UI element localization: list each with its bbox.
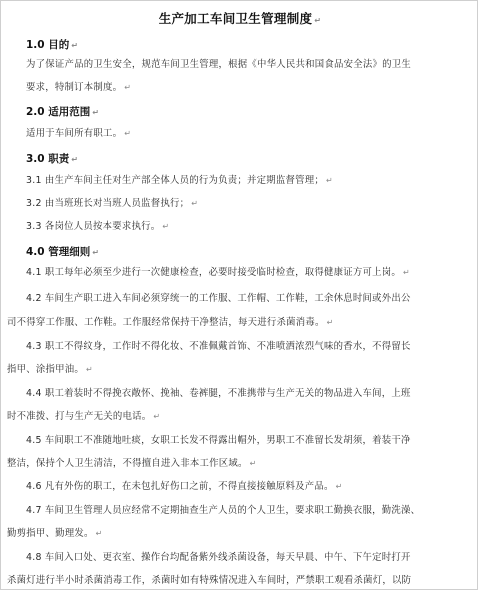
section-heading-purpose: 1.0 目的 ↵ bbox=[26, 39, 78, 51]
paragraph-line: 4.1 职工每年必须至少进行一次健康检查，必要时接受临时检查，取得健康证方可上岗。 ↵ bbox=[26, 267, 410, 278]
paragraph-line: 4.4 职工着装时不得挽衣敞怀、挽袖、卷裤腿，不准携带与生产无关的物品进入车间，上班 bbox=[26, 388, 411, 399]
paragraph-line: 4.3 职工不得纹身，工作时不得化妆、不准佩戴首饰、不准喷洒浓烈气味的香水，不得留长 bbox=[26, 341, 411, 352]
section-heading-scope: 2.0 适用范围 ↵ bbox=[26, 106, 99, 118]
paragraph-line: 司不得穿工作服、工作鞋。工作服经常保持干净整洁，每天进行杀菌消毒。 ↵ bbox=[7, 317, 334, 328]
document-title: 生产加工车间卫生管理制度 ↵ bbox=[158, 11, 322, 26]
paragraph-line: 4.8 车间入口处、更衣室、操作台均配备紫外线杀菌设备，每天早晨、中午、下午定时打开 bbox=[26, 552, 411, 563]
paragraph-line: 3.1 由生产车间主任对生产部全体人员的行为负责；并定期监督管理； ↵ bbox=[26, 175, 333, 186]
paragraph-line: 4.5 车间职工不准随地吐痰，女职工长发不得露出帽外，男职工不准留长发胡须，着装干净 bbox=[26, 435, 411, 446]
paragraph-line: 要求，特制订本制度。 ↵ bbox=[26, 82, 132, 93]
paragraph-line: 指甲、涂指甲油。 ↵ bbox=[7, 364, 93, 375]
paragraph-line: 3.2 由当班班长对当班人员监督执行； ↵ bbox=[26, 198, 199, 209]
paragraph-line: 时不准拨、打与生产无关的电话。 ↵ bbox=[7, 411, 161, 422]
paragraph-line: 3.3 各岗位人员按本要求执行。 ↵ bbox=[26, 221, 170, 232]
paragraph-line: 4.6 凡有外伤的职工，在未包扎好伤口之前，不得直接接触原料及产品。 ↵ bbox=[26, 481, 343, 492]
paragraph-line: 杀菌灯进行半小时杀菌消毒工作，杀菌时如有特殊情况进入车间时，严禁职工观看杀菌灯，以防 bbox=[7, 575, 412, 586]
paragraph-line: 4.2 车间生产职工进入车间必须穿统一的工作服、工作帽、工作鞋，工余休息时间或外出公 bbox=[26, 293, 411, 304]
paragraph-line: 勤剪指甲、勤理发。 ↵ bbox=[7, 528, 103, 539]
paragraph-line: 适用于车间所有职工。 ↵ bbox=[26, 128, 132, 139]
paragraph-line: 为了保证产品的卫生安全，规范车间卫生管理，根据《中华人民共和国食品安全法》的卫生 bbox=[26, 59, 412, 70]
paragraph-line: 整洁，保持个人卫生清洁，不得擅自进入非本工作区域。 ↵ bbox=[7, 458, 257, 469]
section-heading-rules: 4.0 管理细则 ↵ bbox=[26, 246, 99, 258]
section-heading-duties: 3.0 职责 ↵ bbox=[26, 153, 78, 165]
paragraph-line: 4.7 车间卫生管理人员应经常不定期抽查生产人员的个人卫生，要求职工勤换衣服，勤洗澡、 bbox=[26, 505, 421, 516]
